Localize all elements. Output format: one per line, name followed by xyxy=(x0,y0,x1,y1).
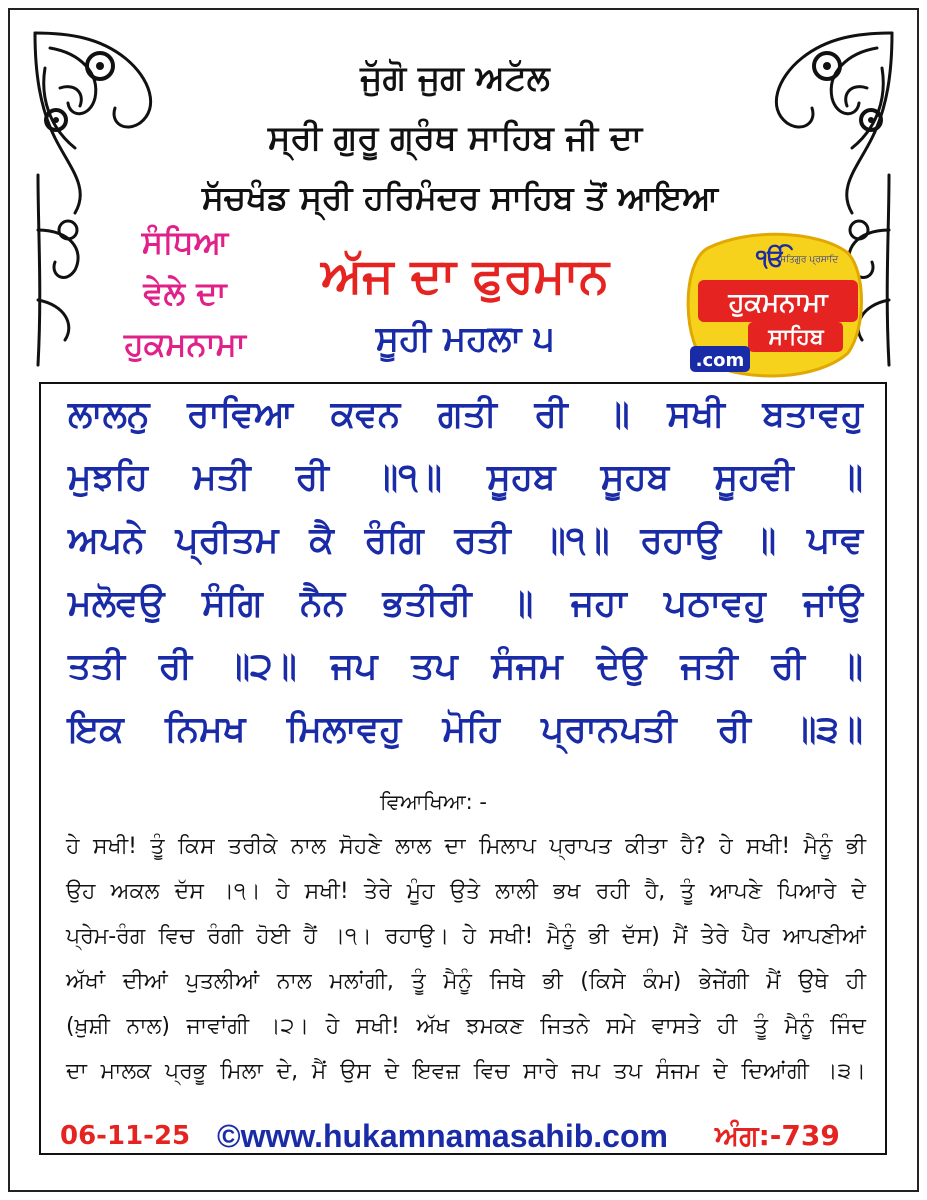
gurbani-line: ਮਲੋਵਉ ਸੰਗਿ ਨੈਨ ਭਤੀਰੀ ॥ ਜਹਾ ਪਠਾਵਹੁ ਜਾਂਉ xyxy=(68,583,863,624)
website-link[interactable]: ©www.hukamnamasahib.com xyxy=(217,1118,668,1154)
header-line-2: ਸ੍ਰੀ ਗੁਰੂ ਗ੍ਰੰਥ ਸਾਹਿਬ ਜੀ ਦਾ xyxy=(267,118,643,158)
gurbani-line: ਇਕ ਨਿਮਖ ਮਿਲਾਵਹੁ ਮੋਹਿ ਪ੍ਰਾਨਪਤੀ ਰੀ ॥੩॥ xyxy=(68,709,863,750)
explanation-line: ਹੇ ਸਖੀ! ਤੂੰ ਕਿਸ ਤਰੀਕੇ ਨਾਲ ਸੋਹਣੇ ਲਾਲ ਦਾ ਮਿਲਾਪ ਪ੍ਰਾਪਤ ਕੀਤਾ ਹੈ? ਹੇ ਸਖੀ! ਮੈਨੂੰ ਭੀ xyxy=(66,834,866,859)
header-line-3: ਸੱਚਖੰਡ ਸ੍ਰੀ ਹਰਿਮੰਦਰ ਸਾਹਿਬ ਤੋਂ ਆਇਆ xyxy=(201,178,719,217)
explanation-line: ਪ੍ਰੇਮ-ਰੰਗ ਵਿਚ ਰੰਗੀ ਹੋਈ ਹੈਂ ।੧। ਰਹਾਉ। ਹੇ ਸਖੀ! ਮੈਨੂੰ ਭੀ ਦੱਸ) ਮੈਂ ਤੇਰੇ ਪੈਰ ਆਪਣੀਆਂ xyxy=(66,924,866,949)
today-title: ਅੱਜ ਦਾ ਫੁਰਮਾਨ xyxy=(321,248,609,304)
date-label: 06-11-25 xyxy=(60,1121,191,1151)
explanation-heading: ਵਿਆਖਿਆ: - xyxy=(380,790,488,814)
logo-line-1: ਹੁਕਮਨਾਮਾ xyxy=(728,288,828,318)
evening-label-line-1: ਸੰਧਿਆ xyxy=(141,223,229,261)
logo-line-2: ਸਾਹਿਬ xyxy=(768,325,824,350)
explanation-line: ਉਹ ਅਕਲ ਦੱਸ ।੧। ਹੇ ਸਖੀ! ਤੇਰੇ ਮੂੰਹ ਉਤੇ ਲਾਲੀ ਭਖ ਰਹੀ ਹੈ, ਤੂੰ ਆਪਣੇ ਪਿਆਰੇ ਦੇ xyxy=(66,879,866,904)
explanation-line: ਦਾ ਮਾਲਕ ਪ੍ਰਭੂ ਮਿਲਾ ਦੇ, ਮੈਂ ਉਸ ਦੇ ਇਵਜ਼ ਵਿਚ ਸਾਰੇ ਜਪ ਤਪ ਸੰਜਮ ਦੇ ਦਿਆਂਗੀ ।੩। xyxy=(66,1059,866,1084)
evening-label-line-2: ਵੇਲੇ ਦਾ xyxy=(143,274,227,312)
gurbani-line: ਲਾਲਨੁ ਰਾਵਿਆ ਕਵਨ ਗਤੀ ਰੀ ॥ ਸਖੀ ਬਤਾਵਹੁ xyxy=(68,394,863,435)
logo-onkar-text: ੴ xyxy=(756,244,786,272)
side-ornament-left-icon xyxy=(30,170,100,370)
evening-label-line-3: ਹੁਕਮਨਾਮਾ xyxy=(124,325,246,363)
gurbani-line: ਮੁਝਹਿ ਮਤੀ ਰੀ ॥੧॥ ਸੂਹਬ ਸੂਹਬ ਸੂਹਵੀ ॥ xyxy=(68,457,863,498)
explanation-line: ਅੱਖਾਂ ਦੀਆਂ ਪੁਤਲੀਆਂ ਨਾਲ ਮਲਾਂਗੀ, ਤੂੰ ਮੈਨੂੰ ਜਿਥੇ ਭੀ (ਕਿਸੇ ਕੰਮ) ਭੇਜੇਂਗੀ ਮੈਂ ਉਥੇ ਹੀ xyxy=(66,969,866,994)
logo-small-text: ਸਤਿਗੁਰ ਪ੍ਰਸਾਦਿ xyxy=(780,255,839,265)
gurbani-line: ਤਤੀ ਰੀ ॥੨॥ ਜਪ ਤਪ ਸੰਜਮ ਦੇਉ ਜਤੀ ਰੀ ॥ xyxy=(68,646,863,687)
hukamnama-sahib-logo xyxy=(668,218,868,388)
gurbani-line: ਅਪਨੇ ਪ੍ਰੀਤਮ ਕੈ ਰੰਗਿ ਰਤੀ ॥੧॥ ਰਹਾਉ ॥ ਪਾਵ xyxy=(68,520,863,561)
ang-number: ਅੰਗ:-739 xyxy=(715,1119,840,1152)
header-line-1: ਜੁੱਗੋ ਜੁਗ ਅਟੱਲ xyxy=(360,58,550,98)
explanation-line: (ਖ਼ੁਸ਼ੀ ਨਾਲ) ਜਾਵਾਂਗੀ ।੨। ਹੇ ਸਖੀ! ਅੱਖ ਝਮਕਣ ਜਿਤਨੇ ਸਮੇ ਵਾਸਤੇ ਹੀ ਤੂੰ ਮੈਨੂੰ ਜਿੰਦ xyxy=(66,1014,866,1039)
raag-title: ਸੂਹੀ ਮਹਲਾ ੫ xyxy=(375,319,555,359)
logo-line-3: .com xyxy=(695,350,745,371)
